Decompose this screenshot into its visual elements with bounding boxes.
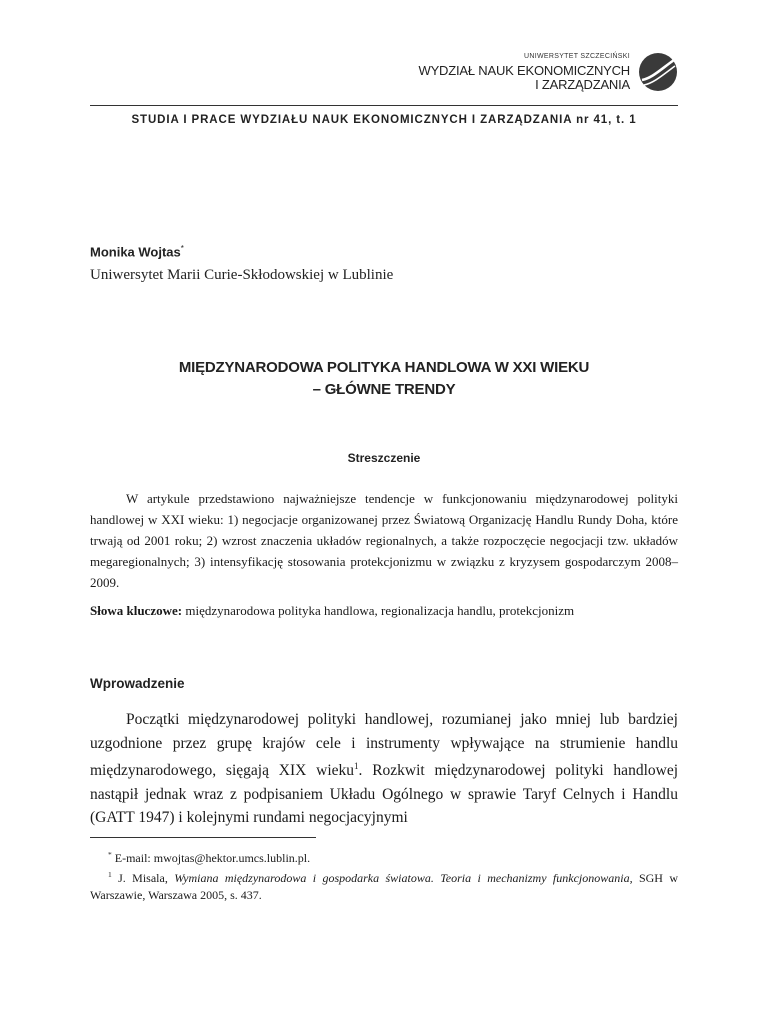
- swoosh-circle-logo-icon: [638, 52, 678, 92]
- journal-volume: nr 41, t. 1: [576, 114, 637, 126]
- footnote-citation-author: J. Misala,: [111, 871, 175, 885]
- footnote-email: [90, 846, 678, 867]
- intro-paragraph: [90, 708, 678, 830]
- keywords-label: Słowa kluczowe:: [90, 603, 183, 618]
- author-name: [90, 244, 184, 259]
- section-heading-intro: Wprowadzenie: [90, 676, 185, 691]
- abstract-heading: Streszczenie: [347, 451, 421, 465]
- keywords-list: międzynarodowa polityka handlowa, regionalizacja handlu, protekcjonizm: [185, 603, 575, 618]
- footnote-email-mark: *: [108, 850, 112, 859]
- footnote-email-text: E-mail: mwojtas@hektor.umcs.lublin.pl.: [111, 851, 311, 865]
- article-title-line2: – GŁÓWNE TRENDY: [312, 381, 456, 398]
- logo-university: UNIWERSYTET SZCZECIŃSKI: [524, 52, 630, 60]
- intro-text-part1: Początki międzynarodowej polityki handlowej, rozumianej jako mniej lub bardziej uzgodnione przez grupę krajów cele i instrumenty wpływające na strumienie handlu międzynarodowego, sięgają XIX wieku: [90, 711, 678, 780]
- article-title: [90, 357, 678, 401]
- journal-title: [90, 114, 678, 126]
- footnote-citation-title: Wymiana międzynarodowa i gospodarka światowa. Teoria i mechanizmy funkcjonowania,: [174, 871, 633, 885]
- footnote-citation: [90, 866, 678, 904]
- footnote-divider: [90, 837, 316, 838]
- abstract-text: W artykule przedstawiono najważniejsze tendencje w funkcjonowaniu międzynarodowej polityki handlowej w XXI wieku: 1) negocjacje organizowanej przez Światową Organizację Handlu Rundy Doha, które trwają od 2001 roku; 2) wzrost znaczenia układów regionalnych, a także rozpoczęcie negocjacji tzw. układów megaregionalnych; 3) intensyfikację stosowania protekcjonizmu w związku z kryzysem gospodarczym 2008–2009.: [90, 491, 678, 590]
- faculty-logo: [419, 52, 678, 92]
- author-name-text: Monika Wojtas: [90, 244, 181, 260]
- header-divider: [90, 105, 678, 106]
- keywords: [90, 601, 678, 620]
- author-footnote-mark: *: [180, 244, 184, 253]
- logo-faculty-line1: WYDZIAŁ NAUK EKONOMICZNYCH: [418, 62, 630, 78]
- article-title-line1: MIĘDZYNARODOWA POLITYKA HANDLOWA W XXI WIEKU: [178, 359, 590, 376]
- journal-name: STUDIA I PRACE WYDZIAŁU NAUK EKONOMICZNYCH I ZARZĄDZANIA: [131, 114, 572, 126]
- footnote-citation-rest: SGH w Warszawie, Warszawa 2005, s. 437.: [90, 871, 679, 902]
- footnote-citation-mark: 1: [108, 870, 112, 879]
- author-affiliation: Uniwersytet Marii Curie-Skłodowskiej w Lublinie: [90, 267, 394, 283]
- intro-footnote-ref: 1: [354, 761, 359, 771]
- logo-text: [419, 53, 630, 92]
- logo-faculty-line2: I ZARZĄDZANIA: [535, 76, 630, 92]
- intro-text-part2: . Rozkwit międzynarodowej polityki handlowej nastąpił jednak wraz z podpisaniem Układu Ogólnego w sprawie Taryf Celnych i Handlu (GATT 1947) i kolejnymi rundami negocjacyjnymi: [90, 762, 678, 827]
